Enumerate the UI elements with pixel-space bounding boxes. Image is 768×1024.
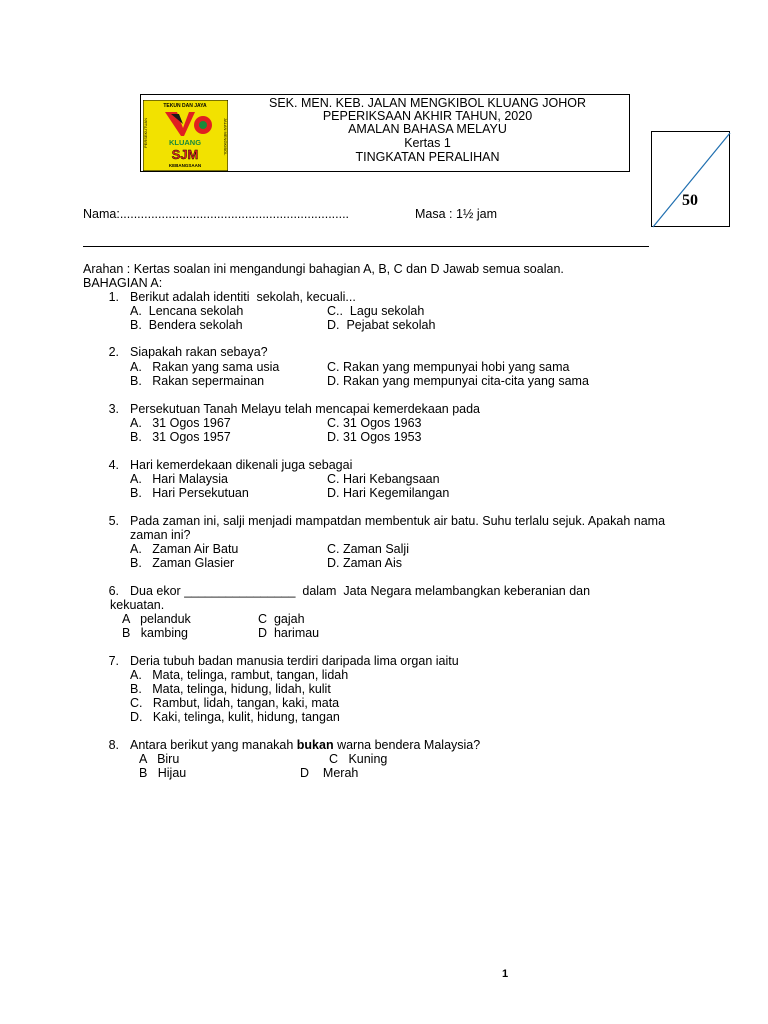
question-text-emphasis: bukan xyxy=(296,738,334,752)
question-text xyxy=(130,738,480,752)
option-d[interactable]: D harimau xyxy=(258,626,320,640)
paper-number: Kertas 1 xyxy=(404,136,451,150)
question-number: 3. xyxy=(108,402,119,416)
school-logo xyxy=(143,100,228,171)
option-a[interactable]: A. Rakan yang sama usia xyxy=(130,360,280,374)
subject-title: AMALAN BAHASA MELAYU xyxy=(348,122,507,136)
question-number: 6. xyxy=(108,584,119,598)
total-score: 50 xyxy=(682,192,698,209)
option-b[interactable]: B. Zaman Glasier xyxy=(130,556,235,570)
option-c[interactable]: C. 31 Ogos 1963 xyxy=(327,416,422,430)
option-a[interactable]: A. Zaman Air Batu xyxy=(130,542,239,556)
option-d[interactable]: D. Zaman Ais xyxy=(327,556,403,570)
option-b[interactable]: B. Mata, telinga, hidung, lidah, kulit xyxy=(130,682,331,696)
option-a[interactable]: A Biru xyxy=(139,752,180,766)
logo-right-text: JALAN MENGKIBOL xyxy=(223,118,228,156)
question-number: 4. xyxy=(108,458,119,472)
option-b[interactable]: B. Rakan sepermainan xyxy=(130,374,265,388)
option-a[interactable]: A. Mata, telinga, rambut, tangan, lidah xyxy=(130,668,349,682)
logo-name-text: KLUANG xyxy=(168,138,202,147)
option-d[interactable]: D Merah xyxy=(300,766,359,780)
score-divider-icon xyxy=(652,132,731,228)
option-d[interactable]: D. Rakan yang mempunyai cita-cita yang sama xyxy=(327,374,589,388)
option-c[interactable]: C Kuning xyxy=(329,752,388,766)
option-b[interactable]: B. Hari Persekutuan xyxy=(130,486,249,500)
question-text: Persekutuan Tanah Melayu telah mencapai kemerdekaan pada xyxy=(130,402,480,416)
option-a[interactable]: A. 31 Ogos 1967 xyxy=(130,416,231,430)
question-text-continued: kekuatan. xyxy=(110,598,165,612)
option-c[interactable]: C gajah xyxy=(258,612,305,626)
question-text: Dua ekor ________________ dalam Jata Negara melambangkan keberanian dan xyxy=(130,584,591,598)
question-text: Hari kemerdekaan dikenali juga sebagai xyxy=(130,458,353,472)
option-c[interactable]: C. Rambut, lidah, tangan, kaki, mata xyxy=(130,696,340,710)
question-number: 2. xyxy=(108,345,119,359)
question-text: Pada zaman ini, salji menjadi mampatdan membentuk air batu. Suhu terlalu sejuk. Apakah nama xyxy=(130,514,666,528)
option-b[interactable]: B. 31 Ogos 1957 xyxy=(130,430,231,444)
logo-bottom-text: KEBANGSAAN xyxy=(168,163,202,168)
question-number: 5. xyxy=(108,514,119,528)
section-heading: BAHAGIAN A: xyxy=(83,276,163,290)
question-text: Deria tubuh badan manusia terdiri daripada lima organ iaitu xyxy=(130,654,459,668)
question-text: Berikut adalah identiti sekolah, kecuali... xyxy=(130,290,356,304)
option-d[interactable]: D. Pejabat sekolah xyxy=(327,318,436,332)
logo-left-text: PERSEKUTUAN xyxy=(143,117,148,148)
form-level: TINGKATAN PERALIHAN xyxy=(355,150,500,164)
option-c[interactable]: C. Hari Kebangsaan xyxy=(327,472,440,486)
option-b[interactable]: B Hijau xyxy=(139,766,187,780)
option-d[interactable]: D. 31 Ogos 1953 xyxy=(327,430,422,444)
question-text-continued: zaman ini? xyxy=(130,528,191,542)
question-number: 7. xyxy=(108,654,119,668)
logo-acronym-text: SJM xyxy=(171,147,199,162)
exam-title: PEPERIKSAAN AKHIR TAHUN, 2020 xyxy=(322,109,533,123)
option-b[interactable]: B kambing xyxy=(122,626,189,640)
question-text-post: warna bendera Malaysia? xyxy=(333,738,481,752)
name-field[interactable]: Nama:.................................................................. xyxy=(83,207,350,221)
question-text: Siapakah rakan sebaya? xyxy=(130,345,268,359)
option-b[interactable]: B. Bendera sekolah xyxy=(130,318,243,332)
option-a[interactable]: A. Hari Malaysia xyxy=(130,472,228,486)
question-text-pre: Antara berikut yang manakah xyxy=(130,738,297,752)
option-c[interactable]: C. Rakan yang mempunyai hobi yang sama xyxy=(327,360,570,374)
question-number: 1. xyxy=(108,290,119,304)
option-a[interactable]: A pelanduk xyxy=(122,612,191,626)
option-c[interactable]: C.. Lagu sekolah xyxy=(327,304,425,318)
score-box xyxy=(651,131,730,227)
logo-top-text: TEKUN DAN JAYA xyxy=(163,103,207,109)
school-name: SEK. MEN. KEB. JALAN MENGKIBOL KLUANG JOHOR xyxy=(269,96,586,110)
question-number: 8. xyxy=(108,738,119,752)
instructions-text: Arahan : Kertas soalan ini mengandungi bahagian A, B, C dan D Jawab semua soalan. xyxy=(83,262,564,276)
time-label: Masa : 1½ jam xyxy=(415,207,497,221)
option-c[interactable]: C. Zaman Salji xyxy=(327,542,409,556)
school-crest-icon xyxy=(143,100,228,171)
option-a[interactable]: A. Lencana sekolah xyxy=(130,304,244,318)
option-d[interactable]: D. Hari Kegemilangan xyxy=(327,486,450,500)
divider-line xyxy=(83,246,649,247)
page-number: 1 xyxy=(502,968,509,980)
option-d[interactable]: D. Kaki, telinga, kulit, hidung, tangan xyxy=(130,710,340,724)
